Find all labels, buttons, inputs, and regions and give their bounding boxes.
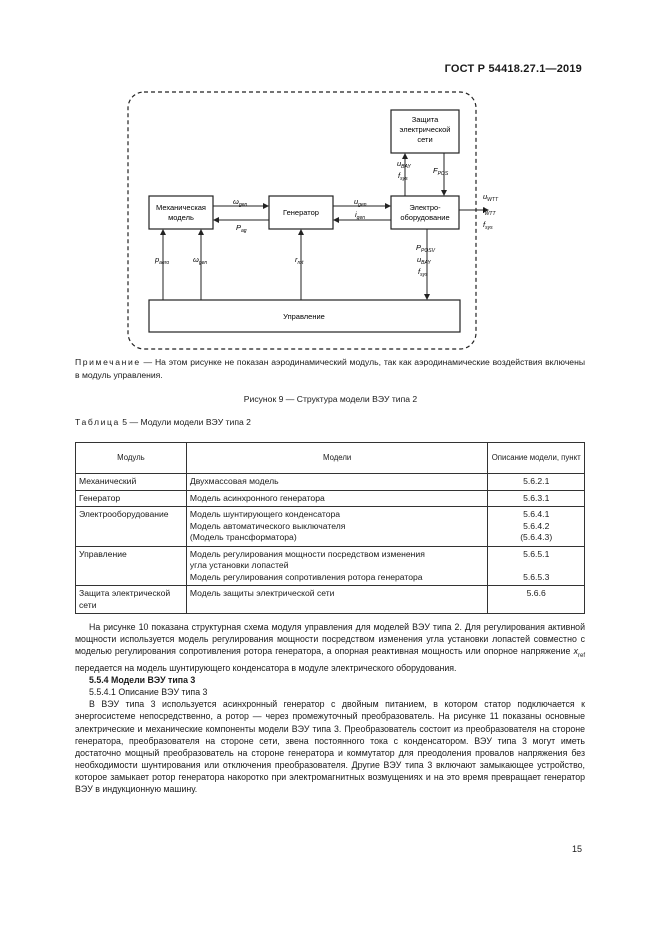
u-bay-top-label: $u_{BAY}$ [397,159,411,170]
page-number: 15 [571,844,582,854]
p-ag-label: $P_{ag}$ [236,223,247,234]
omega-gen-label: $\omega_{gen}$ [233,197,248,208]
header-module: Модуль [76,443,187,474]
protection-label-3: сети [417,135,433,144]
table-row [76,474,585,491]
model-line: Модель защиты электрической сети [189,588,335,598]
cell-ref [488,546,585,586]
figure-note [75,356,585,381]
note-text: — На этом рисунке не показан аэродинамический модуль, так как аэродинамические воздействия включены в модуль управления. [75,357,585,380]
mechanical-box [149,196,213,229]
table-row [76,586,585,614]
body-text [75,621,585,795]
cell-module: Управление [76,546,187,586]
table-row [76,490,585,507]
ref-line: 5.6.4.2 [523,520,550,531]
model-line: (Модель трансформатора) [189,532,297,542]
omega-gen-control-label: $\omega_{gen}$ [193,255,208,266]
control-label: Управление [283,312,325,321]
cell-ref [488,507,585,547]
ref-spacer [491,560,581,572]
paragraph-control: На рисунке 10 показана структурная схема модуля управления для моделей ВЭУ типа 2. Для регулирования активной мощности используется модель регулирования мощности посредством изменения угла установки лопастей совместно с моделью регулирования сопротивления ротора генератора, а опорная реактивная мощность или опорное напряжение $x_{ref}$ передается на модель шунтирующего конденсатора в модуле электрического оборудования. [75,622,585,674]
cell-ref [488,474,585,491]
ref-line: 5.6.5.1 [523,548,550,559]
ref-line: 5.6.3.1 [523,492,550,503]
p-aero-label: $p_{aero}$ [155,255,170,266]
model-line: Модель шунтирующего конденсатора [189,509,341,519]
ref-line: 5.6.6 [526,588,546,598]
model-line: Модель регулирования мощности посредством изменения [189,548,425,559]
u-wtt-label: $u_{WTT}$ [483,192,498,203]
ref-line: 5.6.2.1 [523,476,550,486]
cell-models [186,490,488,507]
table-row [76,507,585,547]
cell-models [186,586,488,614]
protection-box [391,110,459,153]
cell-models [186,474,488,491]
f-pos-label: $F_{POS}$ [433,166,449,177]
model-line: Модель асинхронного генератора [189,492,325,503]
cell-models [186,546,488,586]
standard-header: ГОСТ Р 54418.27.1—2019 [444,63,582,75]
cell-module: Электрооборудование [76,507,187,547]
model-line: Двухмассовая модель [189,476,279,486]
cell-module: Генератор [76,490,187,507]
r-rot-label: $r_{rot}$ [295,255,304,266]
cell-ref [488,490,585,507]
f-sys-bottom-label: $f_{sys}$ [418,267,428,278]
paragraph-type3: В ВЭУ типа 3 используется асинхронный генератор с двойным питанием, в котором статор подключается к энергосистеме непосредственно, а ротор — через промежуточный преобразователь. На рисунке 11 показаны основные электрические и механические компоненты модели ВЭУ типа 3. Преобразователь состоит из преобразователя на стороне генератора, преобразователя на стороне сети, звена постоянного тока с конденсатором. ВЭУ типа 3 могут иметь достаточно мощный преобразователь на стороне генератора и коммутатор для преодоления провалов напряжения без необходимости шунтирования или отключения преобразователя. Другие ВЭУ типа 3 включают замыкающее устройство, которое замыкает ротор генератора накоротко при электромагнитных возмущениях и на это время превращает генератор ВЭУ в индукционную машину. [75,699,585,794]
u-gen-label: $u_{gen}$ [354,197,367,208]
ref-line: 5.6.5.3 [523,571,550,582]
table-caption-label: Таблица [75,417,120,427]
protection-label-1: Защита [411,115,439,124]
header-models: Модели [186,443,488,474]
p-posv-label: $P_{POSV}$ [416,243,435,254]
table-row [76,546,585,586]
header-ref: Описание модели, пункт [488,443,585,474]
section-heading: 5.5.4 Модели ВЭУ типа 3 [89,675,196,686]
cell-module: Механический [76,474,187,491]
generator-box [269,196,333,229]
i-gen-label: $i_{gen}$ [355,210,366,221]
table-caption [75,417,251,427]
cell-ref [488,586,585,614]
cell-module: Защита электрической сети [76,586,187,614]
subsection-heading: 5.5.4.1 Описание ВЭУ типа 3 [89,687,208,698]
i-wtt-label: $i_{WTT}$ [483,206,496,217]
f-wtt-label: $f_{sys}$ [483,220,493,231]
f-sys-top-label: $f_{sys}$ [398,171,408,182]
modules-table [75,442,585,614]
electrical-label-1: Электро- [409,203,441,212]
mechanical-label-1: Механическая [155,203,207,212]
electrical-box [391,196,459,229]
model-line: Модель регулирования сопротивления ротора генератора [189,571,423,582]
model-line: угла установки лопастей [189,560,289,570]
ref-line: 5.6.4.1 [523,509,550,519]
ref-line: (5.6.4.3) [520,532,553,542]
control-box [149,300,460,332]
table-caption-text: 5 — Модули модели ВЭУ типа 2 [119,417,251,427]
mechanical-label-2: модель [168,213,194,222]
generator-label: Генератор [283,208,319,217]
figure-caption: Рисунок 9 — Структура модели ВЭУ типа 2 [243,394,418,404]
u-bay-bottom-label: $u_{BAY}$ [417,255,431,266]
model-line: Модель автоматического выключателя [189,520,346,531]
note-label: Примечание [75,357,141,367]
electrical-label-2: оборудование [400,213,450,222]
cell-models [186,507,488,547]
structure-diagram [0,0,661,360]
protection-label-2: электрической [399,125,451,134]
